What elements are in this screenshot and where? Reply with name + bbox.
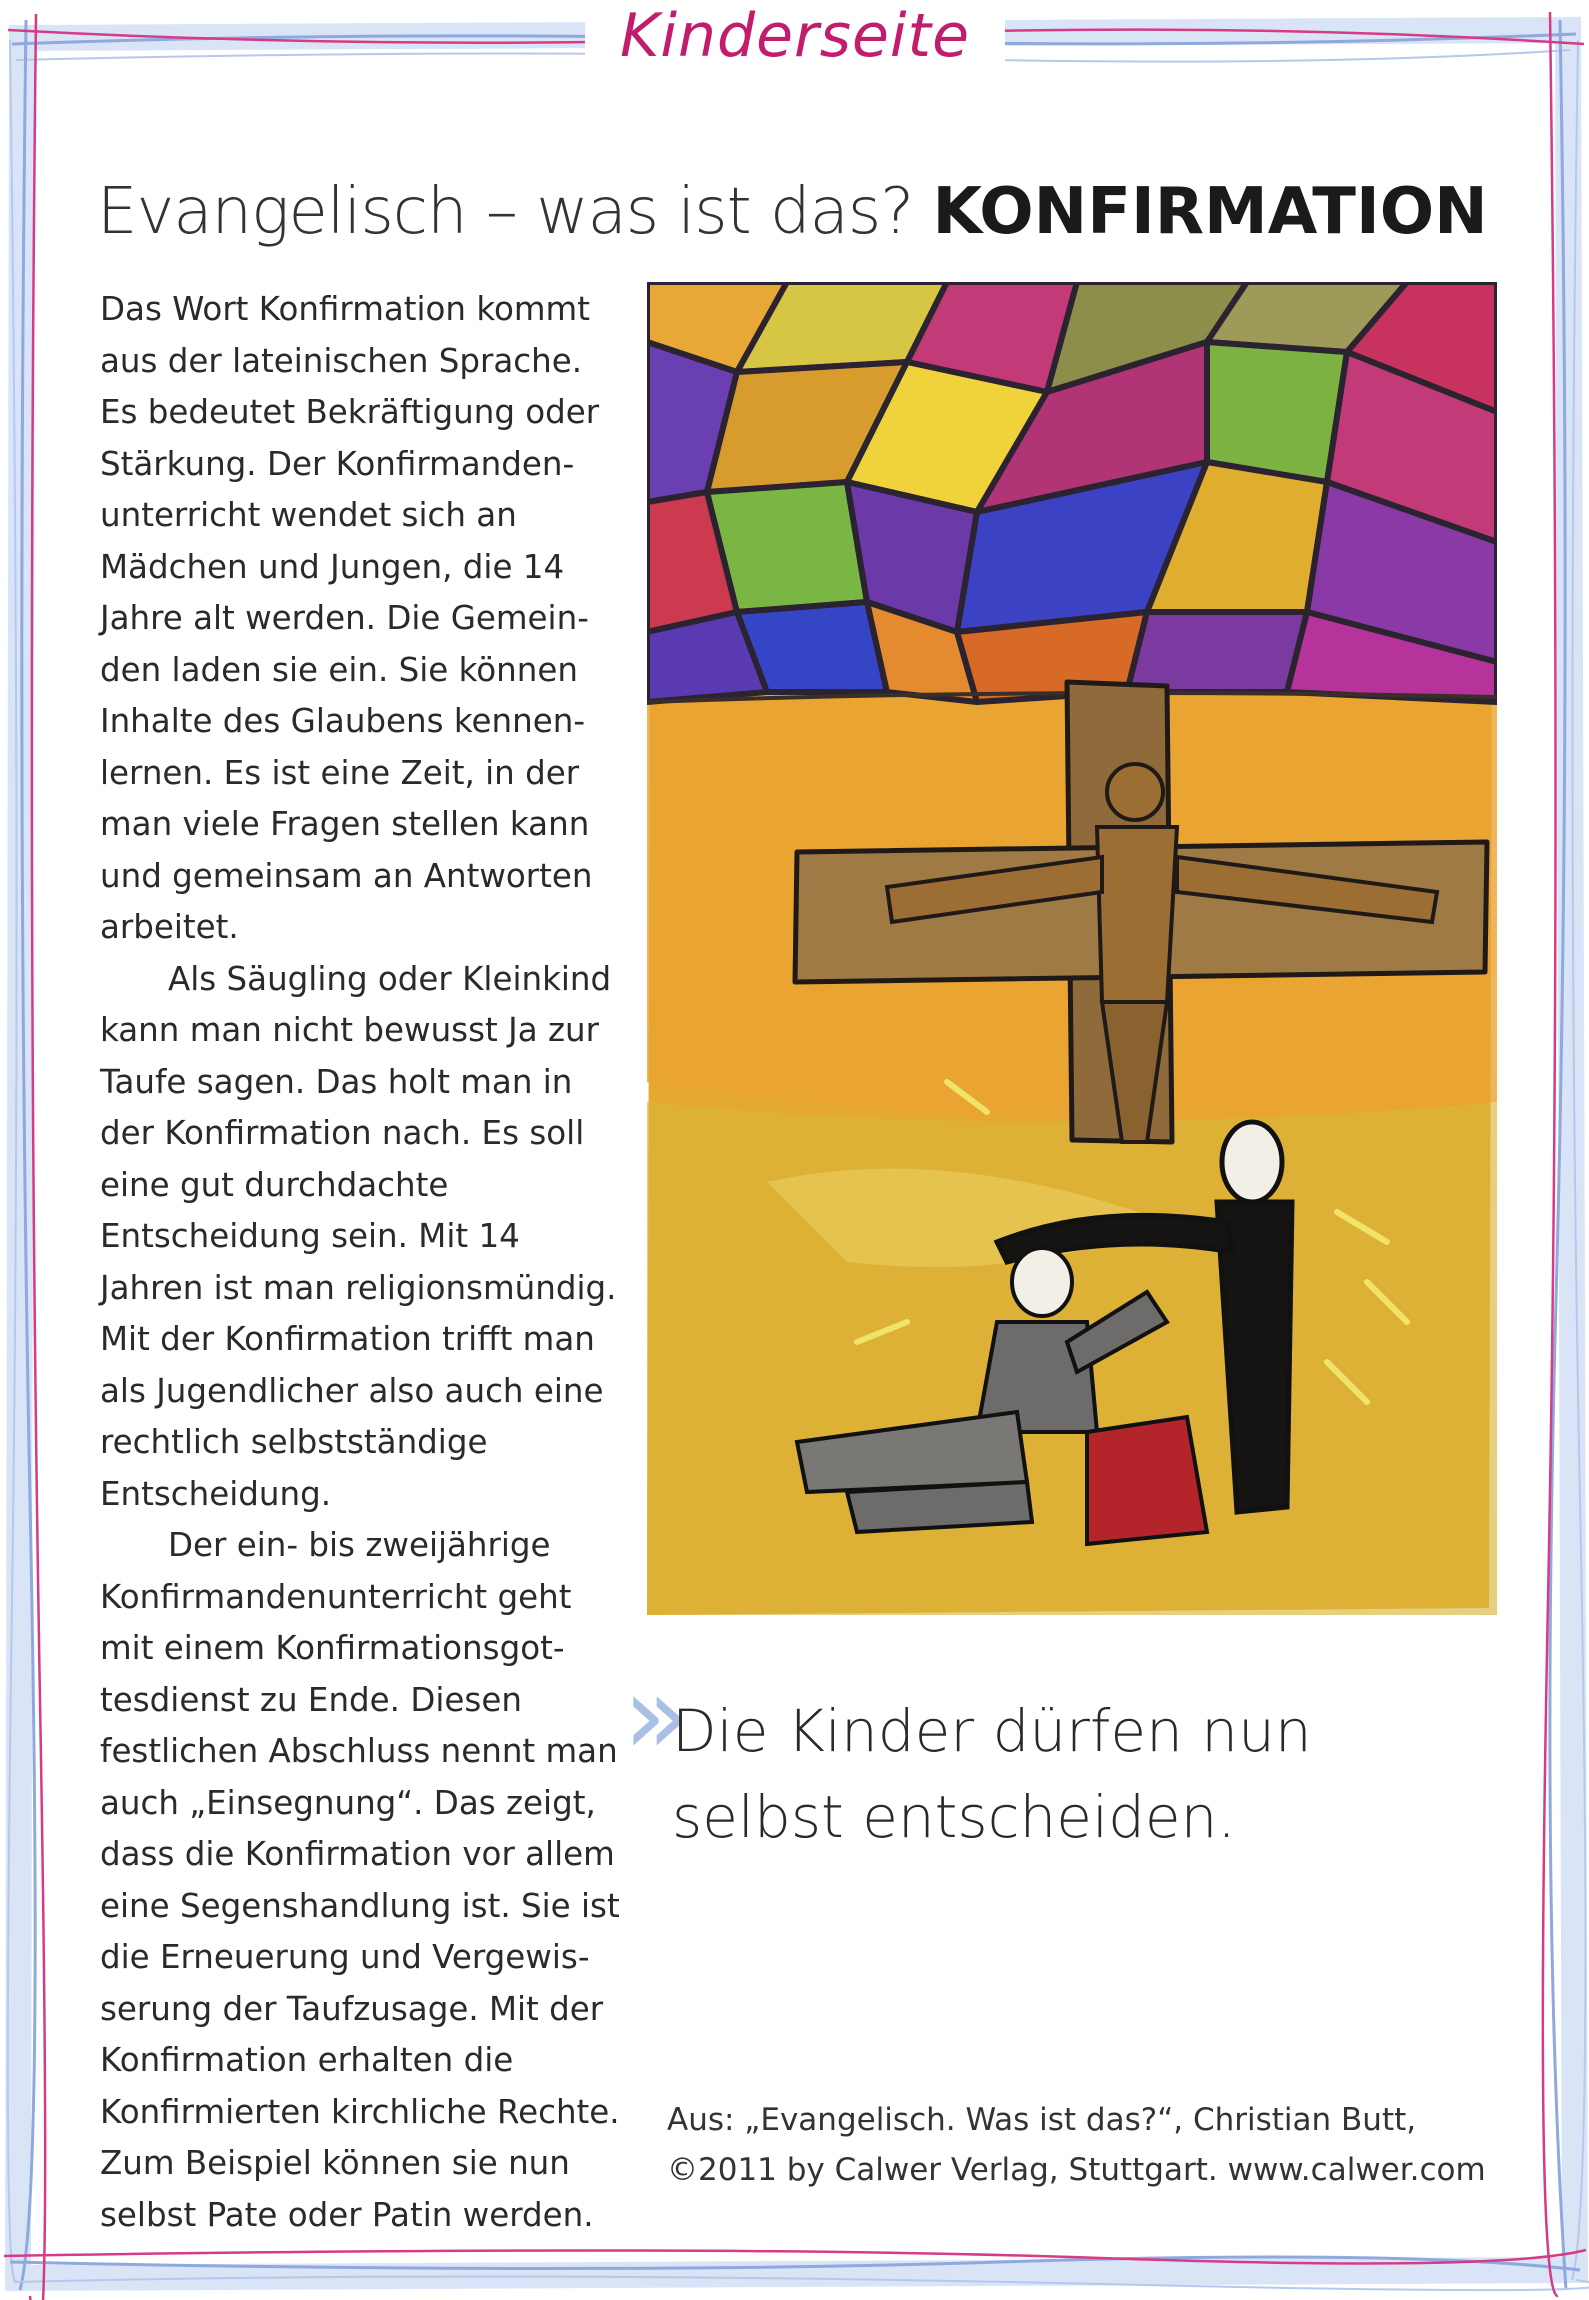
painting-illustration xyxy=(647,282,1497,1615)
article-body xyxy=(100,284,625,2241)
paragraph-3: Der ein- bis zweijährige Konfirmandenunterricht geht mit einem Konfirmationsgottesdienst zu Ende. Diesen festlichen Abschluss nennt man auch „Einsegnung“. Das zeigt, dass die Konfirmation vor allem eine Segenshandlung ist. Sie ist die Erneuerung und Vergewisserung der Taufzusage. Mit der Konfirmation erhalten die Konfirmierten kirchliche Rechte. Zum Beispiel können sie nun selbst Pate oder Patin werden. xyxy=(100,1526,620,2234)
page-title xyxy=(97,175,1517,249)
paragraph-2: Als Säugling oder Kleinkind kann man nicht bewusst Ja zur Taufe sagen. Das holt man in der Konfirmation nach. Es soll eine gut durchdachte Entscheidung sein. Mit 14 Jahren ist man religionsmündig. Mit der Konfirmation trifft man als Jugendlicher also auch eine rechtlich selbstständige Entscheidung. xyxy=(100,959,617,1513)
paragraph-1: Das Wort Konfirmation kommt aus der lateinischen Sprache. Es bedeutet Bekräftigung oder Stärkung. Der Konfirmandenunterricht wendet sich an Mädchen und Jungen, die 14 Jahre alt werden. Die Gemeinden laden sie ein. Sie können Inhalte des Glaubens kennenlernen. Es ist eine Zeit, in der man viele Fragen stellen kann und gemeinsam an Antworten arbeitet. xyxy=(100,290,600,946)
section-label: Kinderseite xyxy=(585,0,1005,78)
source-credit xyxy=(667,2095,1547,2195)
source-line-2: ©2011 by Calwer Verlag, Stuttgart. www.calwer.com xyxy=(667,2152,1486,2188)
pull-quote: Die Kinder dürfen nun selbst entscheiden. xyxy=(672,1697,1312,1851)
source-line-1: Aus: „Evangelisch. Was ist das?“, Christian Butt, xyxy=(667,2102,1417,2138)
title-light: Evangelisch – was ist das? xyxy=(97,174,914,249)
quote-mark-icon: » xyxy=(623,1651,691,1779)
title-bold: KONFIRMATION xyxy=(932,174,1488,249)
